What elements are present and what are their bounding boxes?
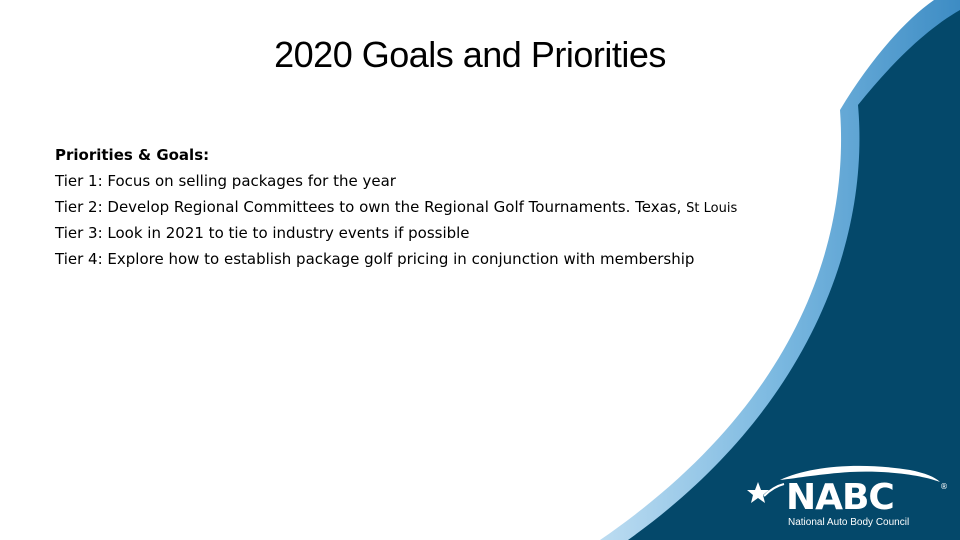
priorities-heading: Priorities & Goals: bbox=[55, 146, 210, 164]
logo-tagline: National Auto Body Council bbox=[788, 517, 910, 528]
nabc-logo bbox=[740, 460, 955, 535]
tier-1-text: Tier 1: Focus on selling packages for the year bbox=[55, 172, 396, 190]
tier-3-text: Tier 3: Look in 2021 to tie to industry events if possible bbox=[55, 224, 470, 242]
slide-title: 2020 Goals and Priorities bbox=[274, 34, 666, 75]
tier-3-line bbox=[55, 220, 815, 246]
tier-2-text: Tier 2: Develop Regional Committees to own the Regional Golf Tournaments. Texas, bbox=[55, 198, 687, 216]
logo-registered-mark: ® bbox=[940, 482, 948, 491]
tier-4-text: Tier 4: Explore how to establish package golf pricing in conjunction with membership bbox=[55, 250, 695, 268]
tier-4-line bbox=[55, 246, 815, 272]
tier-2-line bbox=[55, 194, 815, 220]
body-text bbox=[55, 142, 815, 272]
tier-2-suffix: St Louis bbox=[686, 201, 738, 216]
logo-wordmark: NABC bbox=[786, 477, 894, 518]
tier-1-line bbox=[55, 168, 815, 194]
